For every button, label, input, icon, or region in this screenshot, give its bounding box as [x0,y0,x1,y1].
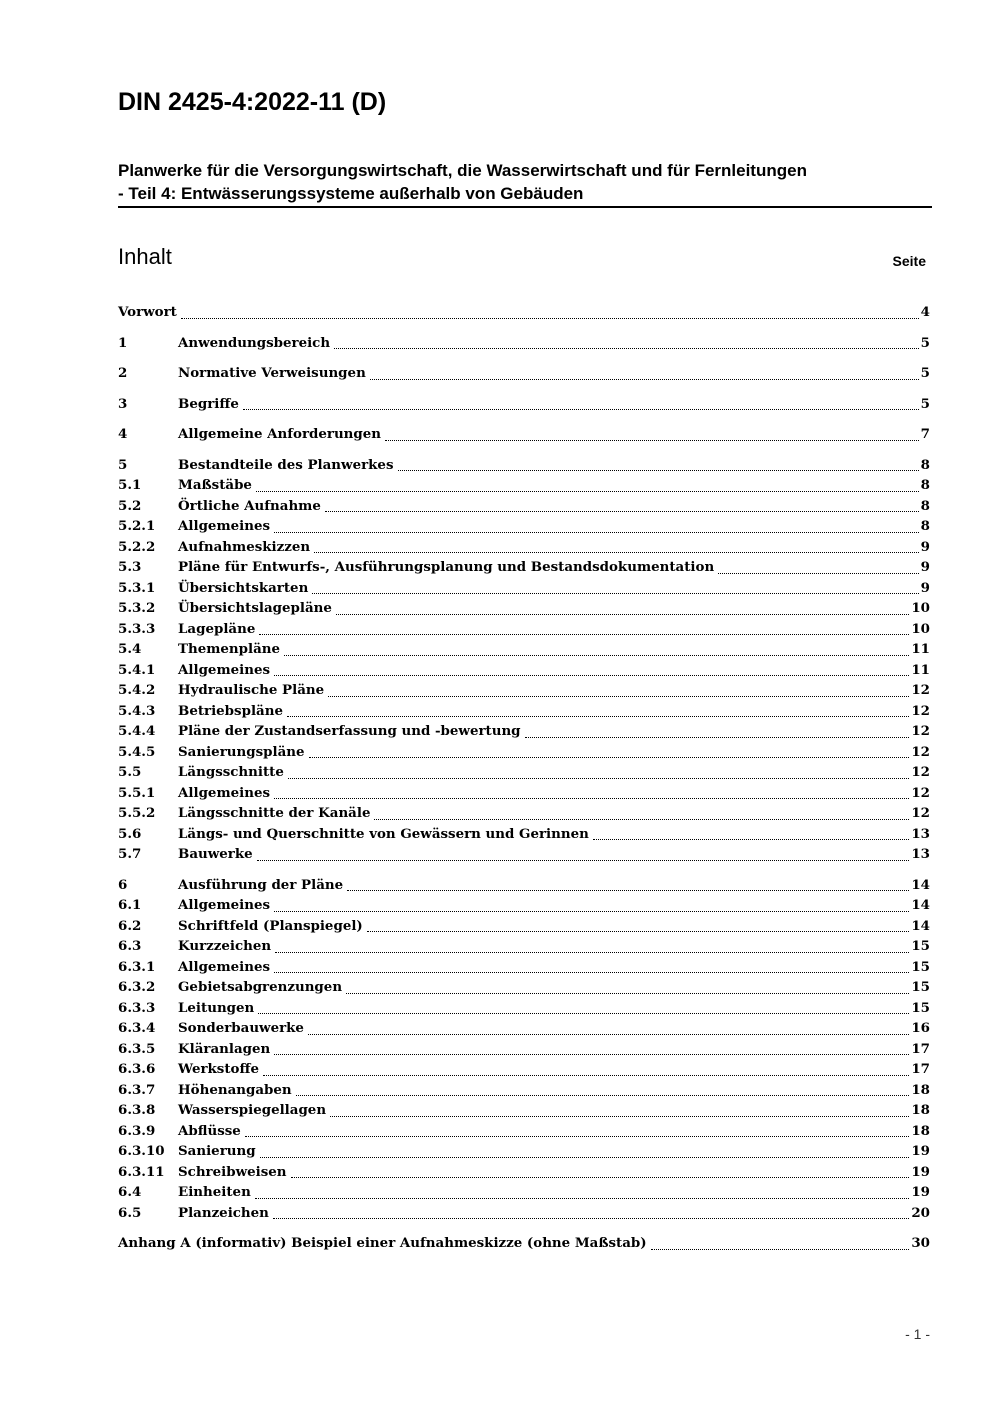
toc-entry-page: 4 [920,304,930,320]
toc-entry-page: 12 [911,784,930,801]
toc-dot-leader [274,972,909,973]
toc-dot-leader [273,1218,909,1219]
toc-entry-page: 18 [911,1122,930,1139]
toc-entry-page: 10 [911,600,930,616]
table-of-contents [118,302,930,1254]
toc-entry[interactable] [118,455,930,476]
toc-dot-leader [314,552,919,553]
toc-dot-leader [330,1116,909,1117]
toc-entry[interactable] [118,742,930,763]
toc-entry-title: Kläranlagen [178,1040,271,1057]
toc-dot-leader [291,1177,910,1178]
toc-entry-title: Längsschnitte der Kanäle [178,805,371,821]
toc-entry-title: Betriebspläne [178,702,283,719]
toc-entry-page: 9 [920,559,930,575]
toc-dot-leader [263,1075,909,1076]
toc-entry[interactable] [118,998,930,1019]
toc-entry[interactable] [118,844,930,865]
toc-dot-leader [374,819,909,820]
toc-entry-title: Leitungen [178,999,255,1016]
toc-entry[interactable] [118,721,930,742]
toc-entry-title: Sanierungspläne [178,743,305,760]
toc-entry-number: 6.3.6 [118,1061,156,1077]
toc-entry-number: 5.4.5 [118,743,156,760]
toc-entry[interactable] [118,660,930,681]
toc-entry[interactable] [118,619,930,640]
toc-dot-leader [651,1249,910,1250]
toc-entry-page: 7 [920,426,930,442]
toc-entry-number: 5.3.1 [118,579,156,596]
toc-entry-title: Anhang A (informativ) Beispiel einer Aufnahmeskizze (ohne Maßstab) [118,1235,647,1251]
toc-entry-number: 6.3.4 [118,1020,156,1036]
toc-entry-number: 5.3.3 [118,620,156,637]
toc-entry-page: 14 [911,917,930,934]
toc-entry[interactable] [118,916,930,937]
document-id: DIN 2425-4:2022-11 (D) [118,88,387,116]
toc-dot-leader [385,440,919,441]
toc-entry-title: Wasserspiegellagen [178,1102,327,1118]
toc-entry-number: 5 [118,456,128,473]
toc-entry-title: Lagepläne [178,620,256,637]
toc-dot-leader [243,409,919,410]
subtitle-line-2: - Teil 4: Entwässerungssysteme außerhalb von Gebäuden [118,184,584,203]
toc-entry-page: 19 [911,1163,930,1180]
toc-entry-page: 12 [911,682,930,698]
toc-dot-leader [274,532,919,533]
toc-entry-number: 6.2 [118,917,142,934]
toc-entry[interactable] [118,1162,930,1183]
toc-entry-title: Einheiten [178,1184,251,1200]
toc-entry-title: Allgemeines [178,518,271,534]
toc-entry[interactable] [118,762,930,783]
toc-entry-title: Themenpläne [178,641,281,657]
toc-entry-page: 12 [911,764,930,780]
toc-entry-number: 6.3.2 [118,979,156,995]
toc-entry[interactable] [118,936,930,957]
toc-dot-leader [525,737,910,738]
toc-entry-number: 6.3.8 [118,1102,156,1118]
toc-entry-page: 17 [911,1040,930,1057]
toc-entry-page: 15 [911,979,930,995]
toc-entry-page: 8 [920,456,930,473]
toc-entry-number: 3 [118,395,128,412]
toc-dot-leader [296,1095,910,1096]
toc-entry-number: 5.4.2 [118,682,156,698]
toc-entry-number: 6.3.9 [118,1122,156,1139]
toc-entry-page: 5 [920,365,930,381]
toc-entry-title: Anwendungsbereich [178,334,331,351]
toc-page-column-label: Seite [892,253,926,269]
toc-dot-leader [181,318,919,319]
subtitle-line-1: Planwerke für die Versorgungswirtschaft, die Wasserwirtschaft und für Fernleitungen [118,161,807,180]
toc-entry[interactable] [118,475,930,496]
toc-entry-number: 1 [118,334,128,351]
toc-entry[interactable] [118,824,930,845]
toc-entry-number: 6.3.1 [118,958,156,975]
toc-entry[interactable] [118,639,930,660]
toc-entry-page: 16 [911,1020,930,1036]
toc-entry-title: Gebietsabgrenzungen [178,979,343,995]
toc-entry-number: 5.5.2 [118,805,156,821]
toc-entry[interactable] [118,783,930,804]
toc-entry-number: 5.5 [118,764,142,780]
toc-entry-title: Übersichtslagepläne [178,600,332,616]
toc-entry-title: Allgemeine Anforderungen [178,426,382,442]
toc-entry[interactable] [118,578,930,599]
toc-dot-leader [718,573,918,574]
toc-entry[interactable] [118,333,930,354]
toc-entry-page: 15 [911,999,930,1016]
toc-dot-leader [274,1054,909,1055]
toc-entry-title: Sonderbauwerke [178,1020,304,1036]
toc-dot-leader [255,1198,910,1199]
toc-entry-page: 9 [920,538,930,555]
toc-entry-number: 5.4.3 [118,702,156,719]
toc-entry-number: 6.5 [118,1204,142,1221]
toc-entry[interactable] [118,302,930,323]
toc-entry-number: 5.4.4 [118,723,156,739]
toc-entry[interactable] [118,424,930,445]
toc-entry-page: 15 [911,958,930,975]
toc-entry-title: Vorwort [118,304,177,320]
toc-entry[interactable] [118,363,930,384]
toc-dot-leader [274,675,909,676]
toc-entry-title: Sanierung [178,1143,256,1159]
toc-entry-title: Übersichtskarten [178,579,309,596]
toc-entry[interactable] [118,1100,930,1121]
toc-entry-title: Allgemeines [178,958,271,975]
toc-entry-title: Maßstäbe [178,477,252,493]
toc-entry-page: 8 [920,477,930,493]
toc-dot-leader [245,1136,910,1137]
toc-entry-number: 5.2.2 [118,538,156,555]
toc-entry-number: 6.3.11 [118,1163,165,1180]
toc-entry-page: 12 [911,743,930,760]
toc-entry-title: Allgemeines [178,661,271,678]
toc-entry-title: Örtliche Aufnahme [178,497,321,514]
toc-entry-number: 6.4 [118,1184,142,1200]
toc-entry-page: 13 [911,825,930,842]
toc-dot-leader [312,593,918,594]
toc-entry-title: Ausführung der Pläne [178,876,344,893]
toc-entry-page: 5 [920,395,930,412]
toc-entry-number: 6.3 [118,938,142,954]
toc-dot-leader [398,470,919,471]
toc-entry-title: Bauwerke [178,846,253,862]
toc-entry-page: 8 [920,497,930,514]
toc-dot-leader [256,491,919,492]
toc-entry-number: 5.6 [118,825,142,842]
toc-entry[interactable] [118,803,930,824]
toc-entry-page: 17 [911,1061,930,1077]
toc-entry-number: 6 [118,876,128,893]
toc-entry[interactable] [118,1233,930,1254]
toc-entry[interactable] [118,598,930,619]
toc-entry-title: Längs- und Querschnitte von Gewässern und Gerinnen [178,825,589,842]
toc-entry-number: 2 [118,365,128,381]
toc-entry-number: 5.2.1 [118,518,156,534]
toc-entry-title: Höhenangaben [178,1081,292,1098]
toc-entry-page: 11 [911,641,930,657]
toc-dot-leader [309,757,910,758]
toc-entry[interactable] [118,875,930,896]
toc-entry-page: 15 [911,938,930,954]
toc-heading: Inhalt [118,244,172,269]
toc-entry[interactable] [118,977,930,998]
toc-dot-leader [346,993,909,994]
toc-entry-title: Schriftfeld (Planspiegel) [178,917,363,934]
toc-entry[interactable] [118,516,930,537]
toc-dot-leader [328,696,909,697]
toc-dot-leader [347,890,909,891]
toc-entry[interactable] [118,701,930,722]
toc-dot-leader [258,1013,909,1014]
toc-entry-page: 14 [911,876,930,893]
toc-entry-number: 4 [118,426,128,442]
toc-entry[interactable] [118,496,930,517]
toc-dot-leader [288,778,909,779]
toc-entry-page: 18 [911,1102,930,1118]
toc-dot-leader [336,614,909,615]
toc-entry-number: 6.3.7 [118,1081,156,1098]
toc-entry-page: 14 [911,897,930,913]
toc-entry-number: 5.7 [118,846,142,862]
toc-entry-number: 5.5.1 [118,784,156,801]
toc-entry[interactable] [118,1018,930,1039]
toc-entry-page: 11 [911,661,930,678]
toc-entry-number: 5.4 [118,641,142,657]
toc-entry[interactable] [118,1121,930,1142]
toc-entry-page: 12 [911,723,930,739]
toc-entry-title: Bestandteile des Planwerkes [178,456,394,473]
toc-dot-leader [308,1034,909,1035]
toc-entry[interactable] [118,1059,930,1080]
toc-entry[interactable] [118,1039,930,1060]
toc-entry-page: 18 [911,1081,930,1098]
toc-entry-number: 5.2 [118,497,142,514]
toc-entry[interactable] [118,1203,930,1224]
toc-dot-leader [260,1157,910,1158]
toc-entry[interactable] [118,957,930,978]
toc-entry-title: Normative Verweisungen [178,365,366,381]
toc-entry-page: 8 [920,518,930,534]
toc-entry-title: Allgemeines [178,897,271,913]
toc-entry-number: 6.3.5 [118,1040,156,1057]
toc-entry-number: 5.1 [118,477,142,493]
toc-dot-leader [274,911,909,912]
toc-entry-title: Aufnahmeskizzen [178,538,311,555]
toc-entry-page: 12 [911,805,930,821]
toc-entry[interactable] [118,1182,930,1203]
toc-dot-leader [284,655,909,656]
toc-entry-title: Längsschnitte [178,764,284,780]
toc-entry-page: 19 [911,1184,930,1200]
toc-dot-leader [334,348,919,349]
toc-entry-page: 20 [911,1204,930,1221]
toc-entry-number: 5.3 [118,559,142,575]
toc-entry[interactable] [118,1141,930,1162]
toc-entry[interactable] [118,394,930,415]
toc-entry[interactable] [118,1080,930,1101]
toc-dot-leader [259,634,909,635]
toc-entry-number: 6.3.3 [118,999,156,1016]
toc-entry[interactable] [118,895,930,916]
toc-entry-title: Planzeichen [178,1204,269,1221]
toc-entry-page: 12 [911,702,930,719]
toc-entry-page: 10 [911,620,930,637]
toc-entry-page: 5 [920,334,930,351]
toc-dot-leader [257,860,910,861]
toc-dot-leader [367,931,910,932]
page-number-footer: - 1 - [905,1326,930,1342]
toc-dot-leader [325,511,919,512]
toc-dot-leader [287,716,909,717]
toc-dot-leader [593,839,909,840]
toc-dot-leader [274,798,909,799]
toc-entry-title: Abflüsse [178,1122,241,1139]
toc-entry-page: 30 [911,1235,930,1251]
toc-entry[interactable] [118,557,930,578]
toc-entry-page: 9 [920,579,930,596]
toc-entry-number: 6.1 [118,897,142,913]
toc-entry[interactable] [118,537,930,558]
toc-entry[interactable] [118,680,930,701]
toc-entry-page: 19 [911,1143,930,1159]
toc-entry-title: Begriffe [178,395,239,412]
toc-dot-leader [370,379,919,380]
toc-entry-number: 5.3.2 [118,600,156,616]
toc-entry-title: Kurzzeichen [178,938,272,954]
toc-entry-title: Werkstoffe [178,1061,259,1077]
toc-entry-title: Allgemeines [178,784,271,801]
toc-entry-title: Schreibweisen [178,1163,287,1180]
toc-entry-title: Pläne für Entwurfs-, Ausführungsplanung und Bestandsdokumentation [178,559,715,575]
document-subtitle [118,159,932,208]
toc-entry-page: 13 [911,846,930,862]
toc-entry-number: 6.3.10 [118,1143,165,1159]
toc-entry-number: 5.4.1 [118,661,156,678]
toc-entry-title: Hydraulische Pläne [178,682,325,698]
toc-entry-title: Pläne der Zustandserfassung und -bewertung [178,723,521,739]
toc-dot-leader [275,952,909,953]
